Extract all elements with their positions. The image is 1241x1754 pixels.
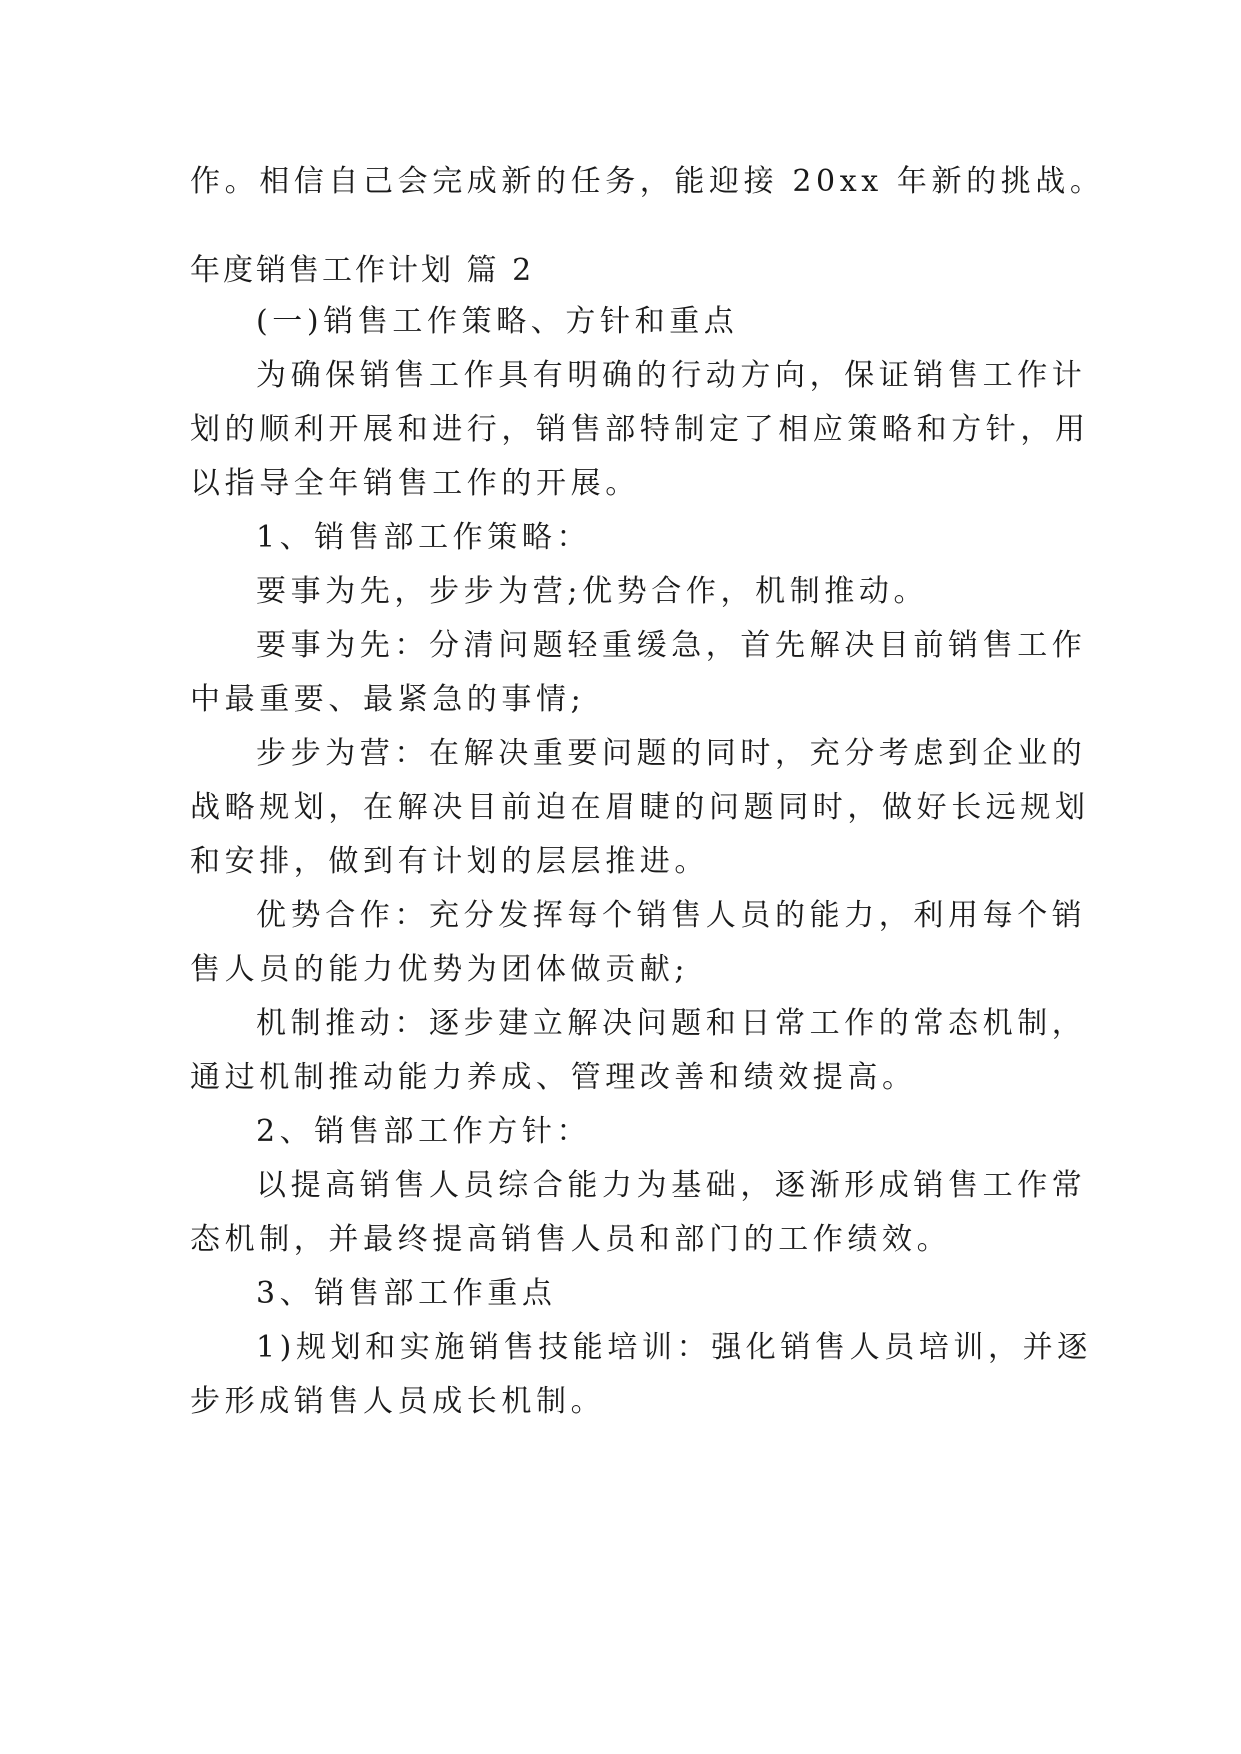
paragraph-line: 步步为营：在解决重要问题的同时，充分考虑到企业的	[256, 736, 1087, 771]
subsection-heading: (一)销售工作策略、方针和重点	[256, 304, 739, 339]
paragraph-line: 要事为先，步步为营;优势合作，机制推动。	[256, 574, 929, 609]
paragraph-line: 和安排，做到有计划的层层推进。	[190, 844, 709, 879]
section-title: 年度销售工作计划 篇 2	[190, 253, 535, 288]
paragraph-line: 战略规划，在解决目前迫在眉睫的问题同时，做好长远规划	[190, 790, 1090, 825]
paragraph-line: 以提高销售人员综合能力为基础，逐渐形成销售工作常	[256, 1168, 1087, 1203]
paragraph-line: 机制推动：逐步建立解决问题和日常工作的常态机制，	[256, 1006, 1087, 1041]
paragraph-line: 步形成销售人员成长机制。	[190, 1384, 606, 1419]
list-heading-strategy: 1、销售部工作策略：	[256, 520, 592, 555]
paragraph-line: 要事为先：分清问题轻重缓急，首先解决目前销售工作	[256, 628, 1087, 663]
paragraph-line: 中最重要、最紧急的事情;	[190, 682, 586, 717]
paragraph-line: 为确保销售工作具有明确的行动方向，保证销售工作计	[256, 358, 1087, 393]
paragraph-line-intro-end: 作。相信自己会完成新的任务，能迎接 20xx 年新的挑战。	[190, 164, 1105, 199]
list-heading-focus: 3、销售部工作重点	[256, 1276, 557, 1311]
paragraph-line: 以指导全年销售工作的开展。	[190, 466, 640, 501]
paragraph-line: 态机制，并最终提高销售人员和部门的工作绩效。	[190, 1222, 952, 1257]
list-heading-policy: 2、销售部工作方针：	[256, 1114, 592, 1149]
paragraph-line: 通过机制推动能力养成、管理改善和绩效提高。	[190, 1060, 917, 1095]
paragraph-line: 划的顺利开展和进行，销售部特制定了相应策略和方针，用	[190, 412, 1090, 447]
paragraph-line: 售人员的能力优势为团体做贡献;	[190, 952, 690, 987]
paragraph-line: 1)规划和实施销售技能培训：强化销售人员培训，并逐	[256, 1330, 1092, 1365]
paragraph-line: 优势合作：充分发挥每个销售人员的能力，利用每个销	[256, 898, 1087, 933]
